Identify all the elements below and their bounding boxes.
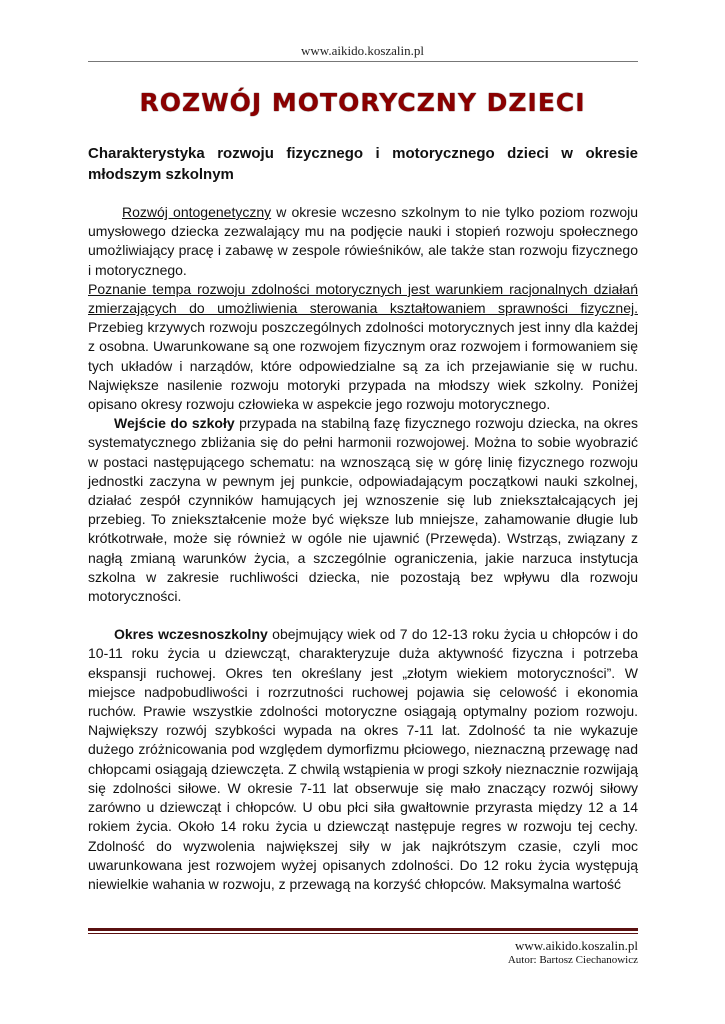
footer-url: www.aikido.koszalin.pl xyxy=(515,938,638,953)
bold-term: Wejście do szkoły xyxy=(114,415,235,432)
document-body xyxy=(88,203,638,894)
bold-term: Okres wczesnoszkolny xyxy=(114,626,268,643)
paragraph-school-entry xyxy=(88,414,638,606)
footer-author: Autor: Bartosz Ciechanowicz xyxy=(507,954,638,966)
paragraph-early-school xyxy=(88,625,638,894)
paragraph-motor-pace xyxy=(88,280,638,414)
paragraph-text: obejmujący wiek od 7 do 12-13 roku życia u chłopców i do 10-11 roku życia u dziewcząt, charakteryzuje duża aktywność fizyczna i potrzeba ekspansji ruchowej. Okres ten określany jest „złotym wiekiem motoryczności”. W miejsce nadpobudliwości i rozrzutności ruchowej pojawia się celowość i ekonomia ruchów. Prawie wszystkie zdolności motoryczne osiągają optymalny poziom rozwoju. Największy rozwój szybkości wypada na okres 7-11 lat. Zdolność ta nie wykazuje dużego zróżnicowania pod względem dymorfizmu płciowego, nieznaczną przewagę nad chłopcami osiągają dziewczęta. Z chwilą wstąpienia w progi szkoły nieznacznie rozwijają się zdolności siłowe. W okresie 7-11 lat obserwuje się mało znaczący rozwój siłowy zarówno u dziewcząt i chłopców. U obu płci siła gwałtownie przyrasta między 12 a 14 rokiem życia. Około 14 roku życia u dziewcząt następuje regres w rozwoju tej cechy. Zdolność do wyzwolenia największej siły w jak najkrótszym czasie, czyli moc uwarunkowana jest rozwojem wyżej opisanych zdolności. Do 12 roku życia występują niewielkie wahania w rozwoju, z przewagą na korzyść chłopców. Maksymalna wartość xyxy=(88,626,638,892)
underlined-term: Rozwój ontogenetyczny xyxy=(122,204,272,220)
header-divider xyxy=(88,61,638,62)
paragraph-text: w okresie wczesno szkolnym to nie tylko poziom rozwoju umysłowego dziecka zezwalający mu na podjęcie nauki i stopień rozwoju społecznego umożliwiający pracę i zabawę w zespole rówieśników, ale także stan rozwoju fizycznego i motorycznego. xyxy=(88,204,638,278)
footer-divider-thick xyxy=(88,928,638,931)
paragraph-gap xyxy=(88,606,638,625)
underlined-sentence: Poznanie tempa rozwoju zdolności motorycznych jest warunkiem racjonalnych działań zmierzających do umożliwienia sterowania kształtowaniem sprawności fizycznej. xyxy=(88,280,638,317)
document-title: ROZWÓJ MOTORYCZNY DZIECI xyxy=(139,88,586,117)
paragraph-ontogenetic xyxy=(88,203,638,280)
paragraph-text: Przebieg krzywych rozwoju poszczególnych zdolności motorycznych jest inny dla każdej z osobna. Uwarunkowane są one rozwojem fizycznym oraz rozwojem i formowaniem się tych układów i narządów, które odpowiedzialne są za ich przejawianie się w ruchu. Największe nasilenie rozwoju motoryki przypada na młodszy wiek szkolny. Poniżej opisano okresy rozwoju człowieka w aspekcie jego rozwoju motorycznego. xyxy=(88,319,638,413)
footer-divider-thin xyxy=(88,933,638,934)
header-url: www.aikido.koszalin.pl xyxy=(301,43,424,58)
paragraph-text: przypada na stabilną fazę fizycznego rozwoju dziecka, na okres systematycznego zbliżania się do pełni harmonii rozwojowej. Można to sobie wyobrazić w postaci następującego schematu: na wznoszącą się w górę linię fizycznego rozwoju jednostki zaczyna w pewnym jej punkcie, odpowiadającym początkowi nauki szkolnej, działać zespół czynników hamujących jej wznoszenie się lub zniekształcających jej przebieg. To zniekształcenie może być większe lub mniejsze, zahamowanie długie lub krótkotrwałe, może się również w ogóle nie ujawnić (Przewęda). Wstrząs, związany z nagłą zmianą warunków życia, a szczególnie ograniczenia, jakie narzuca instytucja szkolna w zakresie ruchliwości dziecka, nie pozostają bez wpływu dla rozwoju motoryczności. xyxy=(88,415,638,605)
section-subtitle: Charakterystyka rozwoju fizycznego i motorycznego dzieci w okresie młodszym szkolnym xyxy=(88,145,638,183)
